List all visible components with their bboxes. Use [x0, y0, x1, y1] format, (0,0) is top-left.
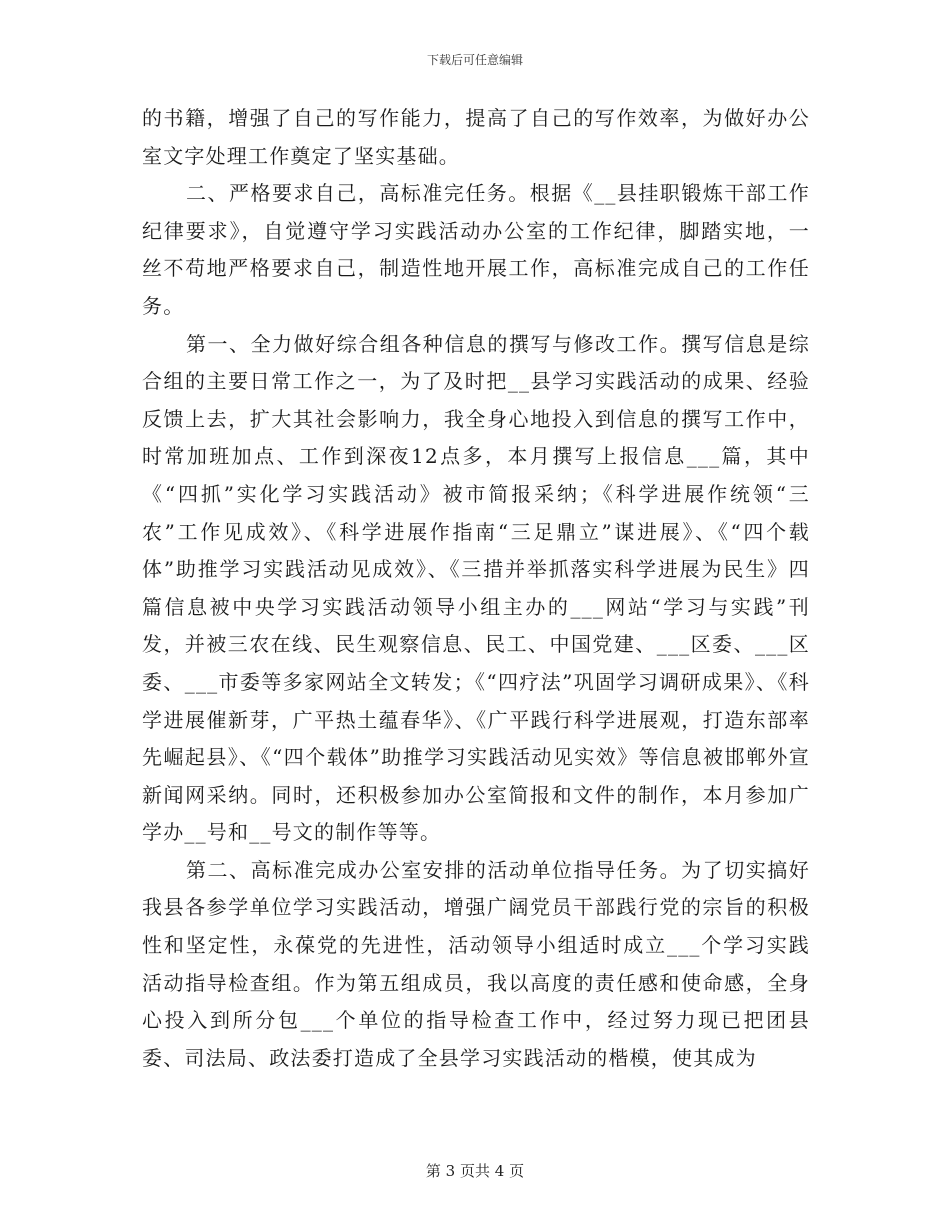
document-body [142, 100, 810, 1077]
header-note: 下载后可任意编辑 [426, 53, 523, 67]
paragraph-second-item: 第二、高标准完成办公室安排的活动单位指导任务。为了切实搞好我县各参学单位学习实践活动，增强广阔党员干部践行党的宗旨的积极性和坚定性，永葆党的先进性，活动领导小组适时成立___个学习实践活动指导检查组。作为第五组成员，我以高度的责任感和使命感，全身心投入到所分包___个单位的指导检查工作中，经过努力现已把团县委、司法局、政法委打造成了全县学习实践活动的楷模，使其成为 [142, 857, 810, 1070]
paragraph-continuation: 的书籍，增强了自己的写作能力，提高了自己的写作效率，为做好办公室文字处理工作奠定了坚实基础。 [142, 106, 810, 168]
paragraph-first-item: 第一、全力做好综合组各种信息的撰写与修改工作。撰写信息是综合组的主要日常工作之一，为了及时把__县学习实践活动的成果、经验反馈上去，扩大其社会影响力，我全身心地投入到信息的撰写工作中，时常加班加点、工作到深夜12点多，本月撰写上报信息___篇，其中《“四抓”实化学习实践活动》被市简报采纳；《科学进展作统领“三农”工作见成效》、《科学进展作指南“三足鼎立”谋进展》、《“四个载体”助推学习实践活动见成效》、《三措并举抓落实科学进展为民生》四篇信息被中央学习实践活动领导小组主办的___网站“学习与实践”刊发，并被三农在线、民生观察信息、民工、中国党建、___区委、___区委、___市委等多家网站全文转发；《“四疗法”巩固学习调研成果》、《科学进展催新芽，广平热土蕴春华》、《广平践行科学进展观，打造东部率先崛起县》、《“四个载体”助推学习实践活动见实效》等信息被邯郸外宣新闻网采纳。同时，还积极参加办公室简报和文件的制作，本月参加广学办__号和__号文的制作等等。 [142, 331, 810, 845]
paragraph-section-two: 二、严格要求自己，高标准完任务。根据《__县挂职锻炼干部工作纪律要求》，自觉遵守学习实践活动办公室的工作纪律，脚踏实地，一丝不苟地严格要求自己，制造性地开展工作，高标准完成自己的工作任务。 [142, 181, 810, 318]
page-header [0, 52, 950, 68]
page-footer [0, 1161, 950, 1181]
page-number: 第 3 页共 4 页 [425, 1162, 525, 1180]
